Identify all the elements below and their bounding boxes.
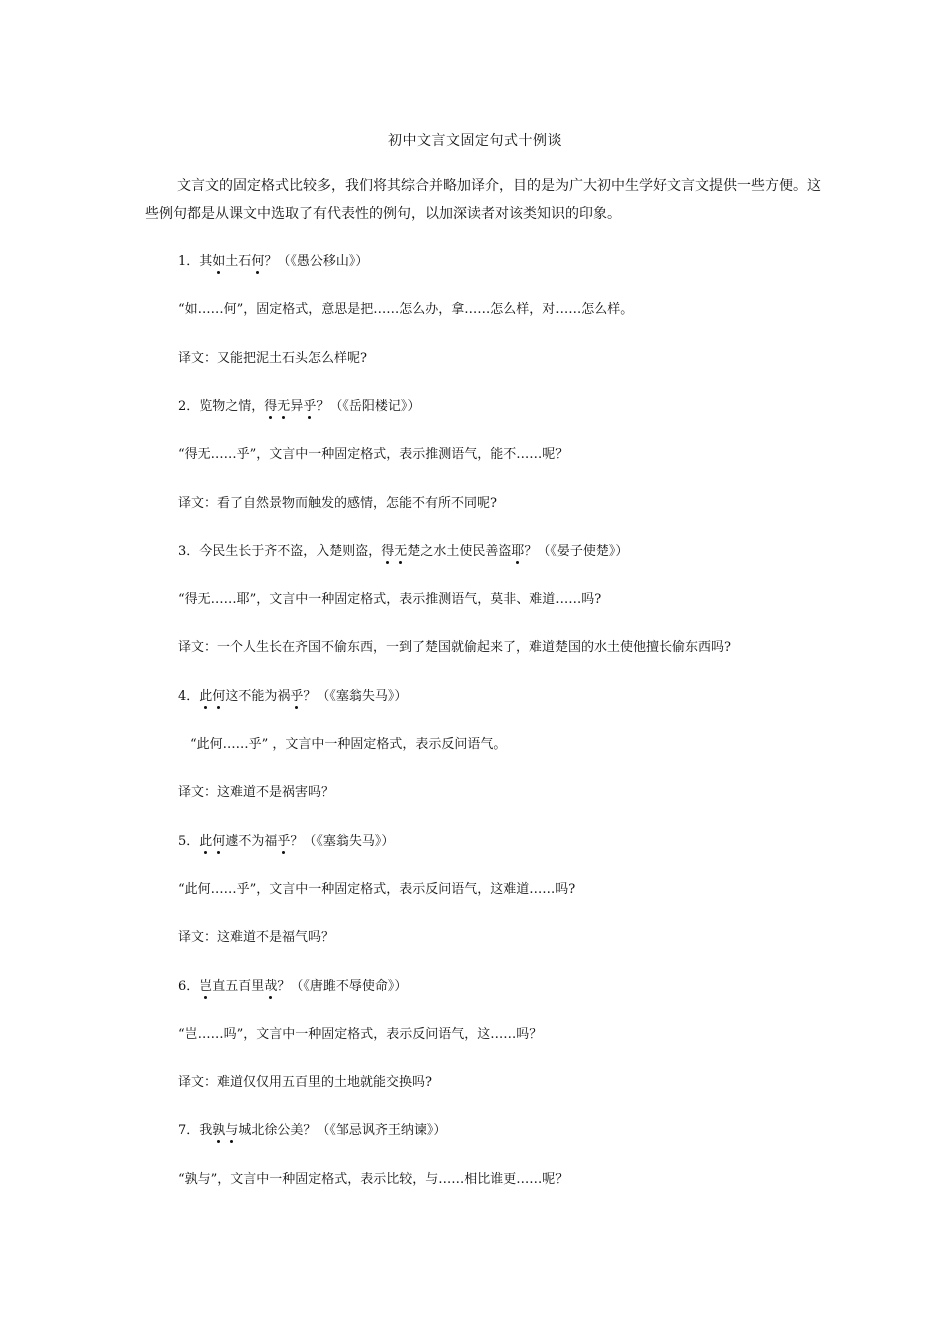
emphasis-char: 与 (225, 1119, 238, 1138)
sentence-segment: ？（《塞翁失马》） (303, 688, 408, 704)
emphasis-char: 何 (212, 830, 225, 849)
sentence-segment: 7．我 (178, 1123, 213, 1139)
sentence-segment: 这不能为祸 (225, 688, 291, 704)
format-explanation: “岂……吗”，文言中一种固定格式，表示反问语气，这……吗？ (178, 1026, 543, 1042)
emphasis-char: 何 (251, 250, 264, 269)
sentence-segment: ？（《唐雎不辱使命》） (277, 978, 408, 994)
sentence-segment: 土石 (225, 254, 252, 269)
sentence-segment: 5． (178, 833, 200, 849)
emphasis-char: 得 (381, 540, 394, 559)
emphasis-char: 耶 (511, 540, 524, 559)
translation: 译文：又能把泥土石头怎么样呢? (178, 350, 367, 366)
emphasis-char: 无 (277, 395, 290, 414)
sentence-segment: 楚之水土使民善盗 (407, 543, 512, 559)
example-sentence (178, 975, 407, 994)
emphasis-char: 得 (264, 395, 277, 414)
sentence-segment: ？（《晏子使楚》） (524, 543, 629, 559)
emphasis-char: 此 (199, 685, 212, 704)
translation: 译文：这难道不是祸害吗？ (178, 785, 335, 801)
intro-text: 文言文的固定格式比较多，我们将其综合并略加译介，目的是为广大初中生学好文言文提供一些方便。这些例句都是从课文中选取了有代表性的例句，以加深读者对该类知识的印象。 (145, 178, 821, 222)
example-sentence (178, 540, 628, 559)
emphasis-char: 孰 (212, 1119, 225, 1138)
emphasis-char: 无 (394, 540, 407, 559)
sentence-segment: 直五百里 (212, 978, 265, 994)
emphasis-char: 何 (212, 685, 225, 704)
sentence-segment: 遽不为福 (225, 833, 278, 849)
example-sentence (178, 250, 368, 269)
format-explanation: “如……何”，固定格式，意思是把……怎么办，拿……怎么样，对……怎么样。 (178, 302, 634, 318)
sentence-segment: 1．其 (178, 254, 213, 269)
example-sentence (178, 685, 407, 704)
translation: 译文：这难道不是福气吗？ (178, 930, 335, 946)
sentence-segment: ？（《愚公移山》） (264, 254, 369, 269)
example-sentence (178, 395, 420, 414)
emphasis-char: 哉 (264, 975, 277, 994)
format-explanation: “此何……乎” ，文言中一种固定格式，表示反问语气。 (190, 737, 507, 752)
sentence-segment: 3．今民生长于齐不盗，入楚则盗， (178, 543, 382, 559)
emphasis-char: 岂 (199, 975, 212, 994)
format-explanation: “此何……乎”，文言中一种固定格式，表示反问语气，这难道……吗? (178, 881, 576, 897)
emphasis-char: 乎 (277, 830, 290, 849)
document-title: 初中文言文固定句式十例谈 (388, 133, 562, 149)
sentence-segment: ？（《塞翁失马》） (290, 833, 395, 849)
emphasis-char: 乎 (303, 395, 316, 414)
format-explanation: “得无……乎”，文言中一种固定格式，表示推测语气，能不……呢？ (178, 447, 569, 463)
emphasis-char: 乎 (290, 685, 303, 704)
translation: 译文：一个人生长在齐国不偷东西，一到了楚国就偷起来了，难道楚国的水土使他擅长偷东西吗? (178, 640, 731, 656)
sentence-segment: 2．览物之情， (178, 398, 265, 414)
format-explanation: “孰与”，文言中一种固定格式，表示比较，与……相比谁更……呢？ (178, 1171, 569, 1187)
intro-paragraph (145, 172, 825, 228)
sentence-segment: 异 (290, 398, 304, 414)
format-explanation: “得无……耶”，文言中一种固定格式，表示推测语气，莫非、难道……吗? (178, 592, 602, 608)
sentence-segment: 城北徐公美？（《邹忌讽齐王纳谏》） (238, 1123, 447, 1139)
example-sentence (178, 1119, 446, 1138)
translation: 译文：难道仅仅用五百里的土地就能交换吗? (178, 1075, 432, 1091)
sentence-segment: 6． (178, 978, 200, 994)
example-sentence (178, 830, 394, 849)
emphasis-char: 如 (212, 250, 225, 269)
sentence-segment: 4． (178, 688, 200, 704)
translation: 译文：看了自然景物而触发的感情，怎能不有所不同呢? (178, 495, 497, 511)
emphasis-char: 此 (199, 830, 212, 849)
sentence-segment: ？（《岳阳楼记》） (316, 398, 421, 414)
